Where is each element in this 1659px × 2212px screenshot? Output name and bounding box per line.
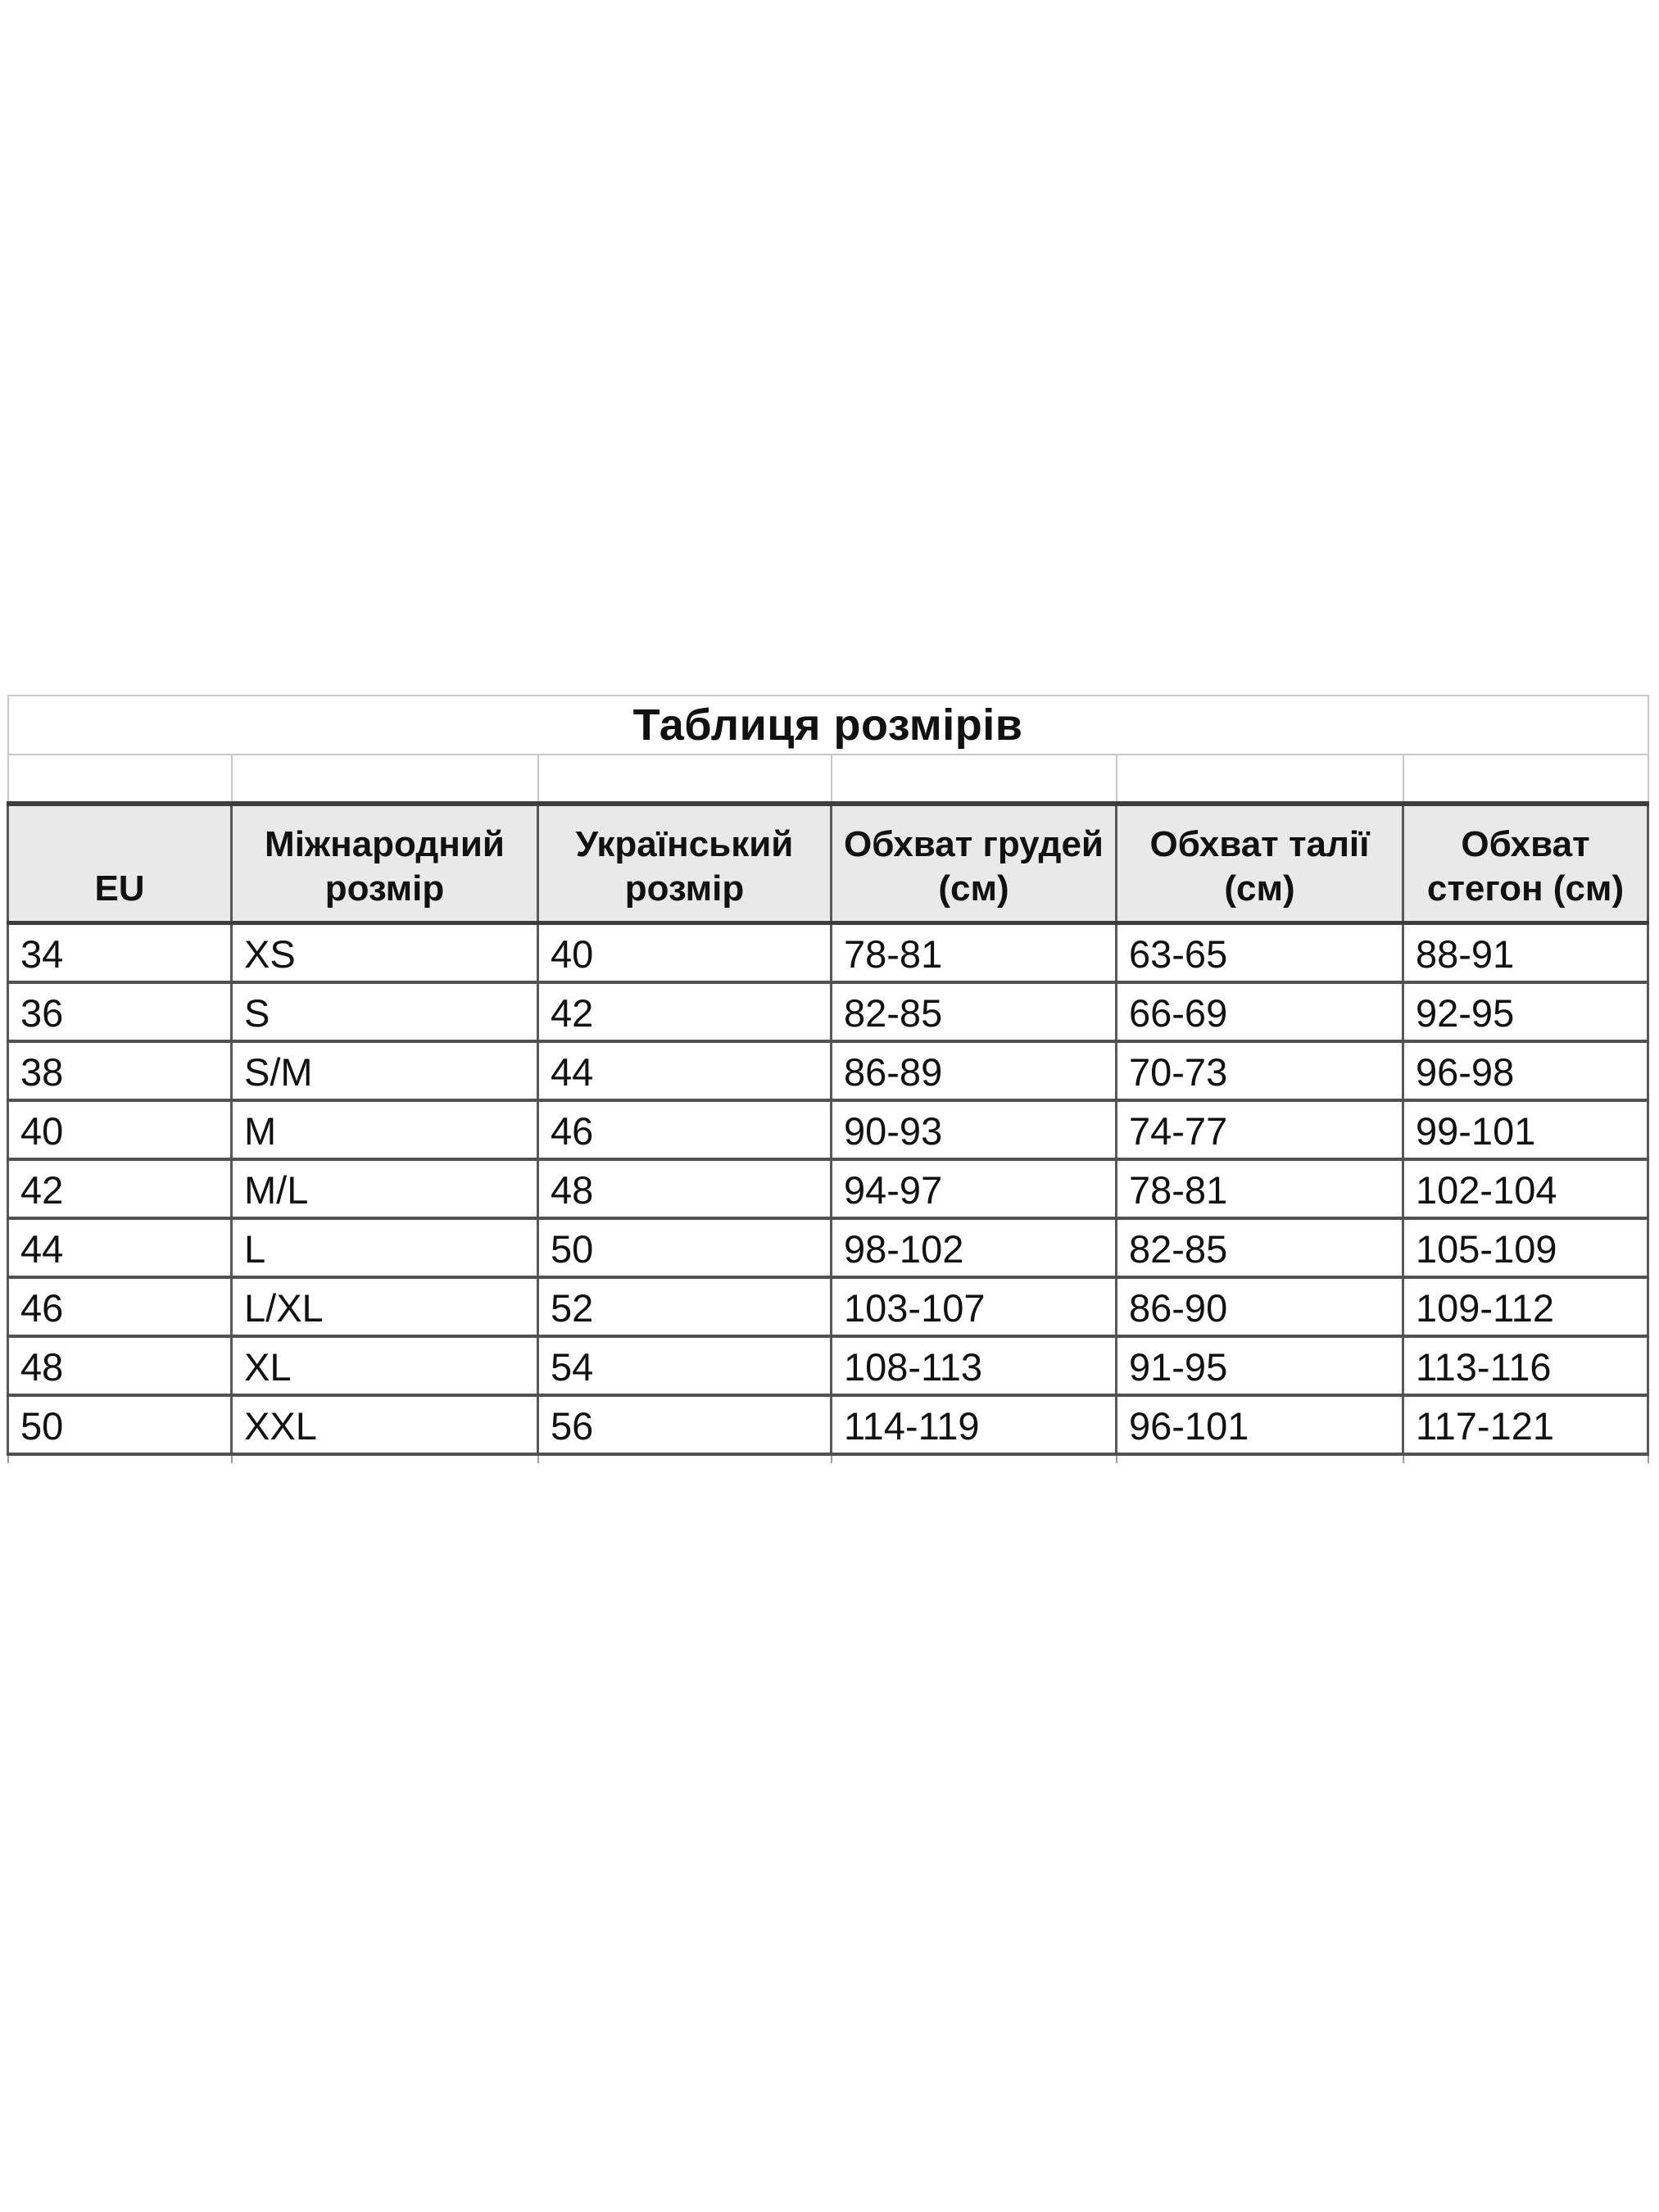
cell-waist: 74-77 — [1117, 1100, 1403, 1159]
cell-hips: 105-109 — [1403, 1218, 1648, 1277]
table-row — [8, 1100, 1648, 1159]
cell-eu: 36 — [8, 982, 232, 1041]
table-row — [8, 982, 1648, 1041]
table-row — [8, 923, 1648, 983]
cell-waist: 78-81 — [1117, 1159, 1403, 1218]
cell-ua: 54 — [538, 1336, 832, 1395]
cell-chest: 114-119 — [832, 1395, 1117, 1454]
column-header-ua: Український розмір — [538, 804, 832, 923]
cell-chest: 82-85 — [832, 982, 1117, 1041]
size-chart-table — [7, 695, 1649, 1463]
spacer-row — [8, 755, 1648, 804]
cell-eu: 38 — [8, 1041, 232, 1100]
cell-intl: S — [232, 982, 538, 1041]
spacer-cell — [1403, 755, 1648, 804]
cell-eu: 40 — [8, 1100, 232, 1159]
cell-waist: 91-95 — [1117, 1336, 1403, 1395]
table-title: Таблиця розмірів — [8, 696, 1648, 755]
cell-hips: 92-95 — [1403, 982, 1648, 1041]
ghost-stub-row — [8, 1454, 1648, 1463]
cell-hips: 88-91 — [1403, 923, 1648, 983]
cell-hips: 113-116 — [1403, 1336, 1648, 1395]
cell-ua: 40 — [538, 923, 832, 983]
spacer-cell — [8, 755, 232, 804]
cell-waist: 66-69 — [1117, 982, 1403, 1041]
cell-ua: 44 — [538, 1041, 832, 1100]
cell-hips: 109-112 — [1403, 1277, 1648, 1336]
table-row — [8, 1336, 1648, 1395]
title-row — [8, 696, 1648, 755]
table-row — [8, 1277, 1648, 1336]
cell-eu: 48 — [8, 1336, 232, 1395]
cell-chest: 98-102 — [832, 1218, 1117, 1277]
cell-intl: L/XL — [232, 1277, 538, 1336]
cell-intl: M — [232, 1100, 538, 1159]
cell-intl: L — [232, 1218, 538, 1277]
ghost-stub-cell — [232, 1454, 538, 1463]
cell-intl: S/M — [232, 1041, 538, 1100]
column-header-eu: EU — [8, 804, 232, 923]
cell-eu: 46 — [8, 1277, 232, 1336]
cell-intl: M/L — [232, 1159, 538, 1218]
ghost-stub-cell — [8, 1454, 232, 1463]
cell-waist: 70-73 — [1117, 1041, 1403, 1100]
cell-eu: 50 — [8, 1395, 232, 1454]
column-header-waist: Обхват талії (см) — [1117, 804, 1403, 923]
cell-chest: 90-93 — [832, 1100, 1117, 1159]
cell-ua: 50 — [538, 1218, 832, 1277]
cell-waist: 96-101 — [1117, 1395, 1403, 1454]
table-row — [8, 1395, 1648, 1454]
cell-chest: 78-81 — [832, 923, 1117, 983]
cell-waist: 86-90 — [1117, 1277, 1403, 1336]
cell-hips: 99-101 — [1403, 1100, 1648, 1159]
cell-eu: 44 — [8, 1218, 232, 1277]
spacer-cell — [538, 755, 832, 804]
cell-ua: 52 — [538, 1277, 832, 1336]
ghost-stub-cell — [1117, 1454, 1403, 1463]
table-row — [8, 1218, 1648, 1277]
cell-waist: 82-85 — [1117, 1218, 1403, 1277]
column-header-chest: Обхват грудей (см) — [832, 804, 1117, 923]
ghost-stub-cell — [538, 1454, 832, 1463]
cell-eu: 42 — [8, 1159, 232, 1218]
ghost-stub-cell — [832, 1454, 1117, 1463]
cell-chest: 108-113 — [832, 1336, 1117, 1395]
cell-hips: 102-104 — [1403, 1159, 1648, 1218]
cell-ua: 46 — [538, 1100, 832, 1159]
cell-intl: XS — [232, 923, 538, 983]
cell-ua: 42 — [538, 982, 832, 1041]
cell-intl: XXL — [232, 1395, 538, 1454]
column-header-intl: Міжнародний розмір — [232, 804, 538, 923]
spacer-cell — [1117, 755, 1403, 804]
cell-intl: XL — [232, 1336, 538, 1395]
cell-ua: 56 — [538, 1395, 832, 1454]
cell-hips: 96-98 — [1403, 1041, 1648, 1100]
cell-chest: 103-107 — [832, 1277, 1117, 1336]
column-header-hips: Обхват стегон (см) — [1403, 804, 1648, 923]
header-row — [8, 804, 1648, 923]
cell-ua: 48 — [538, 1159, 832, 1218]
cell-chest: 94-97 — [832, 1159, 1117, 1218]
cell-eu: 34 — [8, 923, 232, 983]
spacer-cell — [232, 755, 538, 804]
cell-hips: 117-121 — [1403, 1395, 1648, 1454]
ghost-stub-cell — [1403, 1454, 1648, 1463]
cell-chest: 86-89 — [832, 1041, 1117, 1100]
spacer-cell — [832, 755, 1117, 804]
table-row — [8, 1159, 1648, 1218]
cell-waist: 63-65 — [1117, 923, 1403, 983]
table-row — [8, 1041, 1648, 1100]
